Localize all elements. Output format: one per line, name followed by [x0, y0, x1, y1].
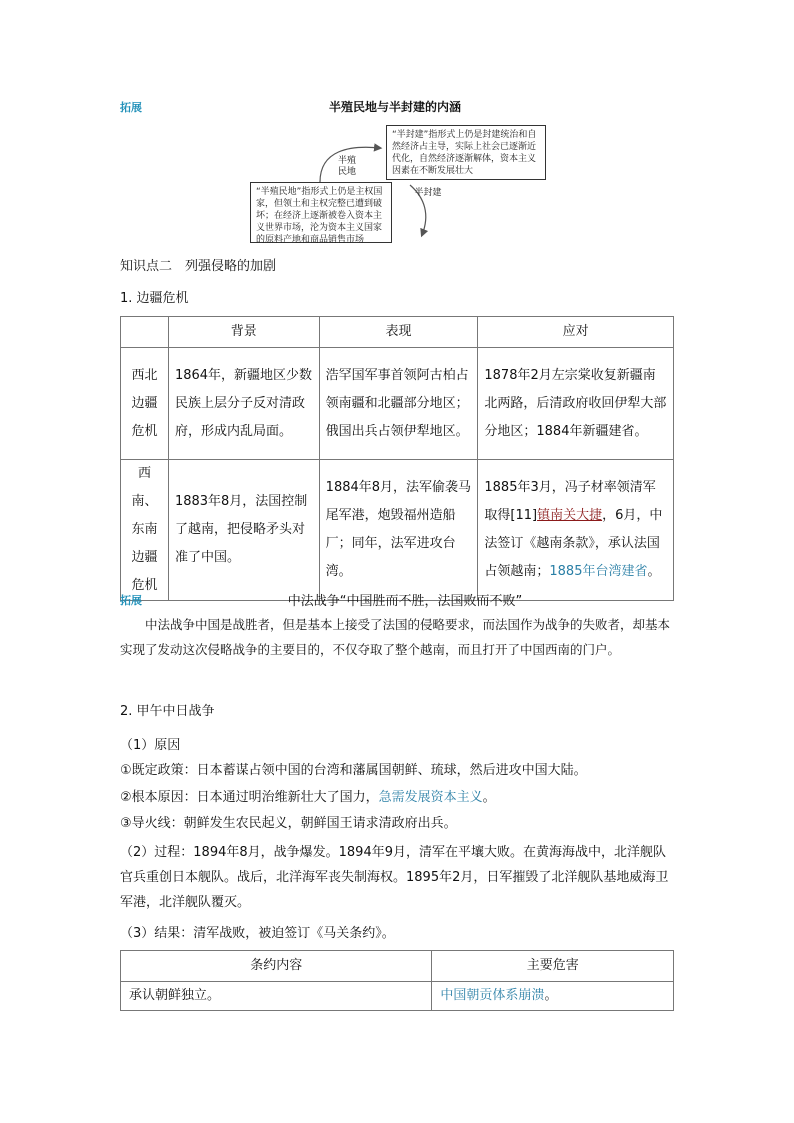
cause-1: ①既定政策：日本蓄谋占领中国的台湾和藩属国朝鲜、琉球，然后进攻中国大陆。	[120, 763, 587, 778]
section-title: 知识点二 列强侵略的加剧	[120, 259, 277, 274]
response-cell: 1885年3月，冯子材率领清军取得[11]镇南关大捷，6月，中法签订《越南条款》，承认法国占领越南；1885年台湾建省。	[478, 460, 674, 601]
category-cell: 西北边疆危机	[121, 348, 169, 460]
semi-feudal-box: “半封建”指形式上仍是封建统治和自然经济占主导，实际上社会已逐渐近代化，自然经济逐渐解体，资本主义因素在不断发展壮大	[386, 125, 546, 180]
semi-colonial-diagram	[250, 120, 550, 245]
border-crisis-table	[120, 316, 674, 601]
response-cell: 1878年2月左宗棠收复新疆南北两路，后清政府收回伊犁大部分地区；1884年新疆建省。	[478, 348, 674, 460]
semi-colonial-box: “半殖民地”指形式上仍是主权国家，但领土和主权完整已遭到破坏；在经济上逐渐被卷入资本主义世界市场，沦为资本主义国家的原料产地和商品销售市场	[250, 182, 392, 243]
header-content: 条约内容	[121, 951, 432, 982]
table-header-row	[121, 951, 674, 982]
background-cell: 1864年，新疆地区少数民族上层分子反对清政府，形成内乱局面。	[168, 348, 319, 460]
result: （3）结果：清军战败，被迫签订《马关条约》。	[120, 926, 395, 941]
table-header-row	[121, 317, 674, 348]
header-background: 背景	[168, 317, 319, 348]
semi-feudal-label: 半封建	[414, 188, 442, 198]
key-point: 1885年台湾建省	[549, 564, 648, 579]
process: （2）过程：1894年8月，战争爆发。1894年9月，清军在平壤大败。在黄海海战中，北洋舰队官兵重创日本舰队。战后，北洋海军丧失制海权。1895年2月，日军摧毁了北洋舰队基地威海卫军港，北洋舰队覆灭。	[120, 845, 669, 910]
cause-2: ②根本原因：日本通过明治维新壮大了国力，急需发展资本主义。	[120, 790, 496, 805]
manifestation-cell: 1884年8月，法军偷袭马尾军港，炮毁福州造船厂；同年，法军进攻台湾。	[319, 460, 478, 601]
semi-colonial-label: 半殖 民地	[337, 156, 356, 177]
cause-title: （1）原因	[120, 738, 181, 753]
manifestation-cell: 浩罕国军事首领阿古柏占领南疆和北疆部分地区；俄国出兵占领伊犁地区。	[319, 348, 478, 460]
subsection-border-crisis: 1. 边疆危机	[120, 291, 189, 306]
extension-title: 中法战争“中国胜而不胜，法国败而不败”	[287, 594, 523, 609]
treaty-table	[120, 950, 674, 1011]
table-row	[121, 982, 674, 1011]
extension-paragraph: 中法战争中国是战胜者，但是基本上接受了法国的侵略要求，而法国作为战争的失败者，却基本实现了发动这次侵略战争的主要目的，不仅夺取了整个越南，而且打开了中国西南的门户。	[120, 617, 671, 657]
cause-3: ③导火线：朝鲜发生农民起义，朝鲜国王请求清政府出兵。	[120, 816, 457, 831]
background-cell: 1883年8月，法国控制了越南，把侵略矛头对准了中国。	[168, 460, 319, 601]
extension-title: 半殖民地与半封建的内涵	[328, 100, 461, 114]
table-row	[121, 460, 674, 601]
treaty-content: 承认朝鲜独立。	[121, 982, 432, 1011]
treaty-harm: 中国朝贡体系崩溃。	[432, 982, 674, 1011]
blank-answer: 镇南关大捷	[537, 508, 603, 523]
category-cell: 西南、东南边疆危机	[121, 460, 169, 601]
header-harm: 主要危害	[432, 951, 674, 982]
header-manifestation: 表现	[319, 317, 478, 348]
subsection-war: 2. 甲午中日战争	[120, 704, 215, 719]
table-row	[121, 348, 674, 460]
header-response: 应对	[478, 317, 674, 348]
extension-tag: 拓展	[120, 101, 142, 114]
key-point: 急需发展资本主义	[378, 790, 483, 805]
extension-tag: 拓展	[120, 594, 142, 607]
